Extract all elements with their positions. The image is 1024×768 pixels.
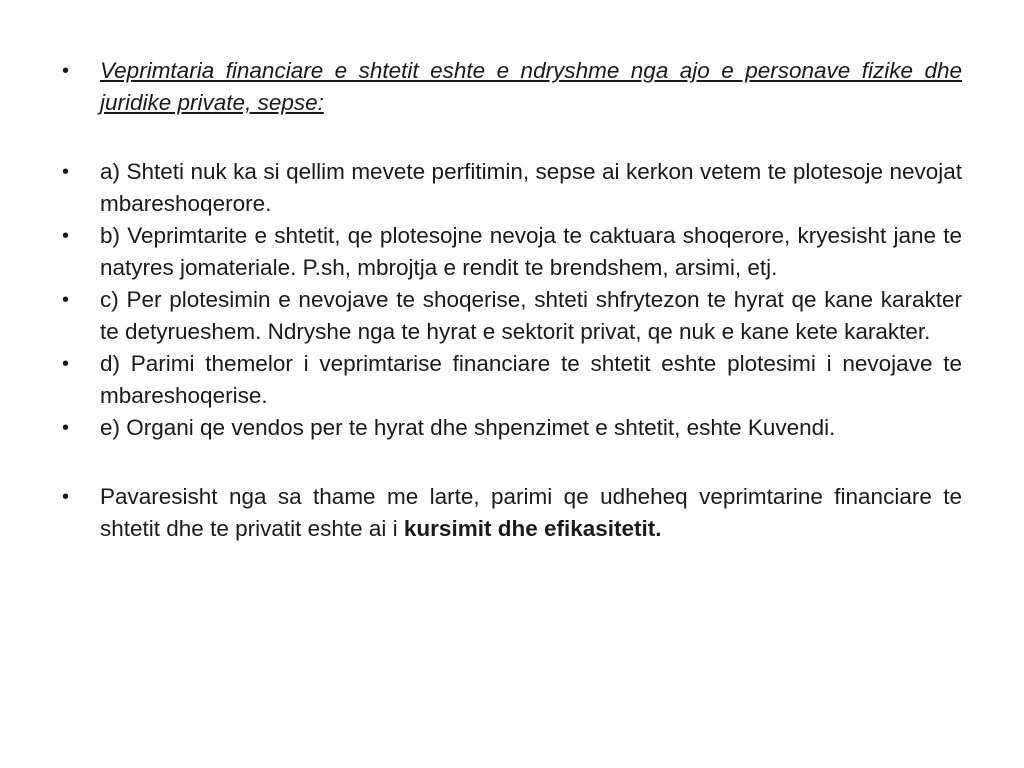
intro-text: Veprimtaria financiare e shtetit eshte e ndryshme nga ajo e personave fizike dhe juridike private, sepse:	[100, 58, 962, 115]
bullet-icon: •	[62, 353, 70, 375]
list-item	[62, 55, 962, 119]
list-item	[62, 156, 962, 220]
list-item	[62, 284, 962, 348]
list-item	[62, 481, 962, 545]
slide-content	[62, 55, 962, 545]
item-text: e) Organi qe vendos per te hyrat dhe shpenzimet e shtetit, eshte Kuvendi.	[100, 415, 836, 440]
item-text: a) Shteti nuk ka si qellim mevete perfitimin, sepse ai kerkon vetem te plotesoje nevojat mbareshoqerore.	[100, 159, 962, 216]
item-text: d) Parimi themelor i veprimtarise financiare te shtetit eshte plotesimi i nevojave te mbareshoqerise.	[100, 351, 962, 408]
bullet-icon: •	[62, 161, 70, 183]
bullet-icon: •	[62, 486, 70, 508]
bullet-icon: •	[62, 289, 70, 311]
bullet-icon: •	[62, 225, 70, 247]
conclusion-plain: Pavaresisht nga sa thame me larte, parimi qe udheheq veprimtarine financiare te shtetit dhe te privatit eshte ai i	[100, 484, 962, 541]
item-text: b) Veprimtarite e shtetit, qe plotesojne nevoja te caktuara shoqerore, kryesisht jane te natyres jomateriale. P.sh, mbrojtja e rendit te brendshem, arsimi, etj.	[100, 223, 962, 280]
bullet-icon: •	[62, 60, 70, 82]
list-item	[62, 412, 962, 444]
conclusion-bold: kursimit dhe efikasitetit.	[403, 516, 662, 541]
list-item	[62, 220, 962, 284]
bullet-list	[62, 55, 962, 545]
list-item	[62, 348, 962, 412]
bullet-icon: •	[62, 417, 70, 439]
conclusion-text	[100, 484, 962, 541]
item-text: c) Per plotesimin e nevojave te shoqerise, shteti shfrytezon te hyrat qe kane karakter te detyrueshem. Ndryshe nga te hyrat e sektorit privat, qe nuk e kane kete karakter.	[100, 287, 962, 344]
